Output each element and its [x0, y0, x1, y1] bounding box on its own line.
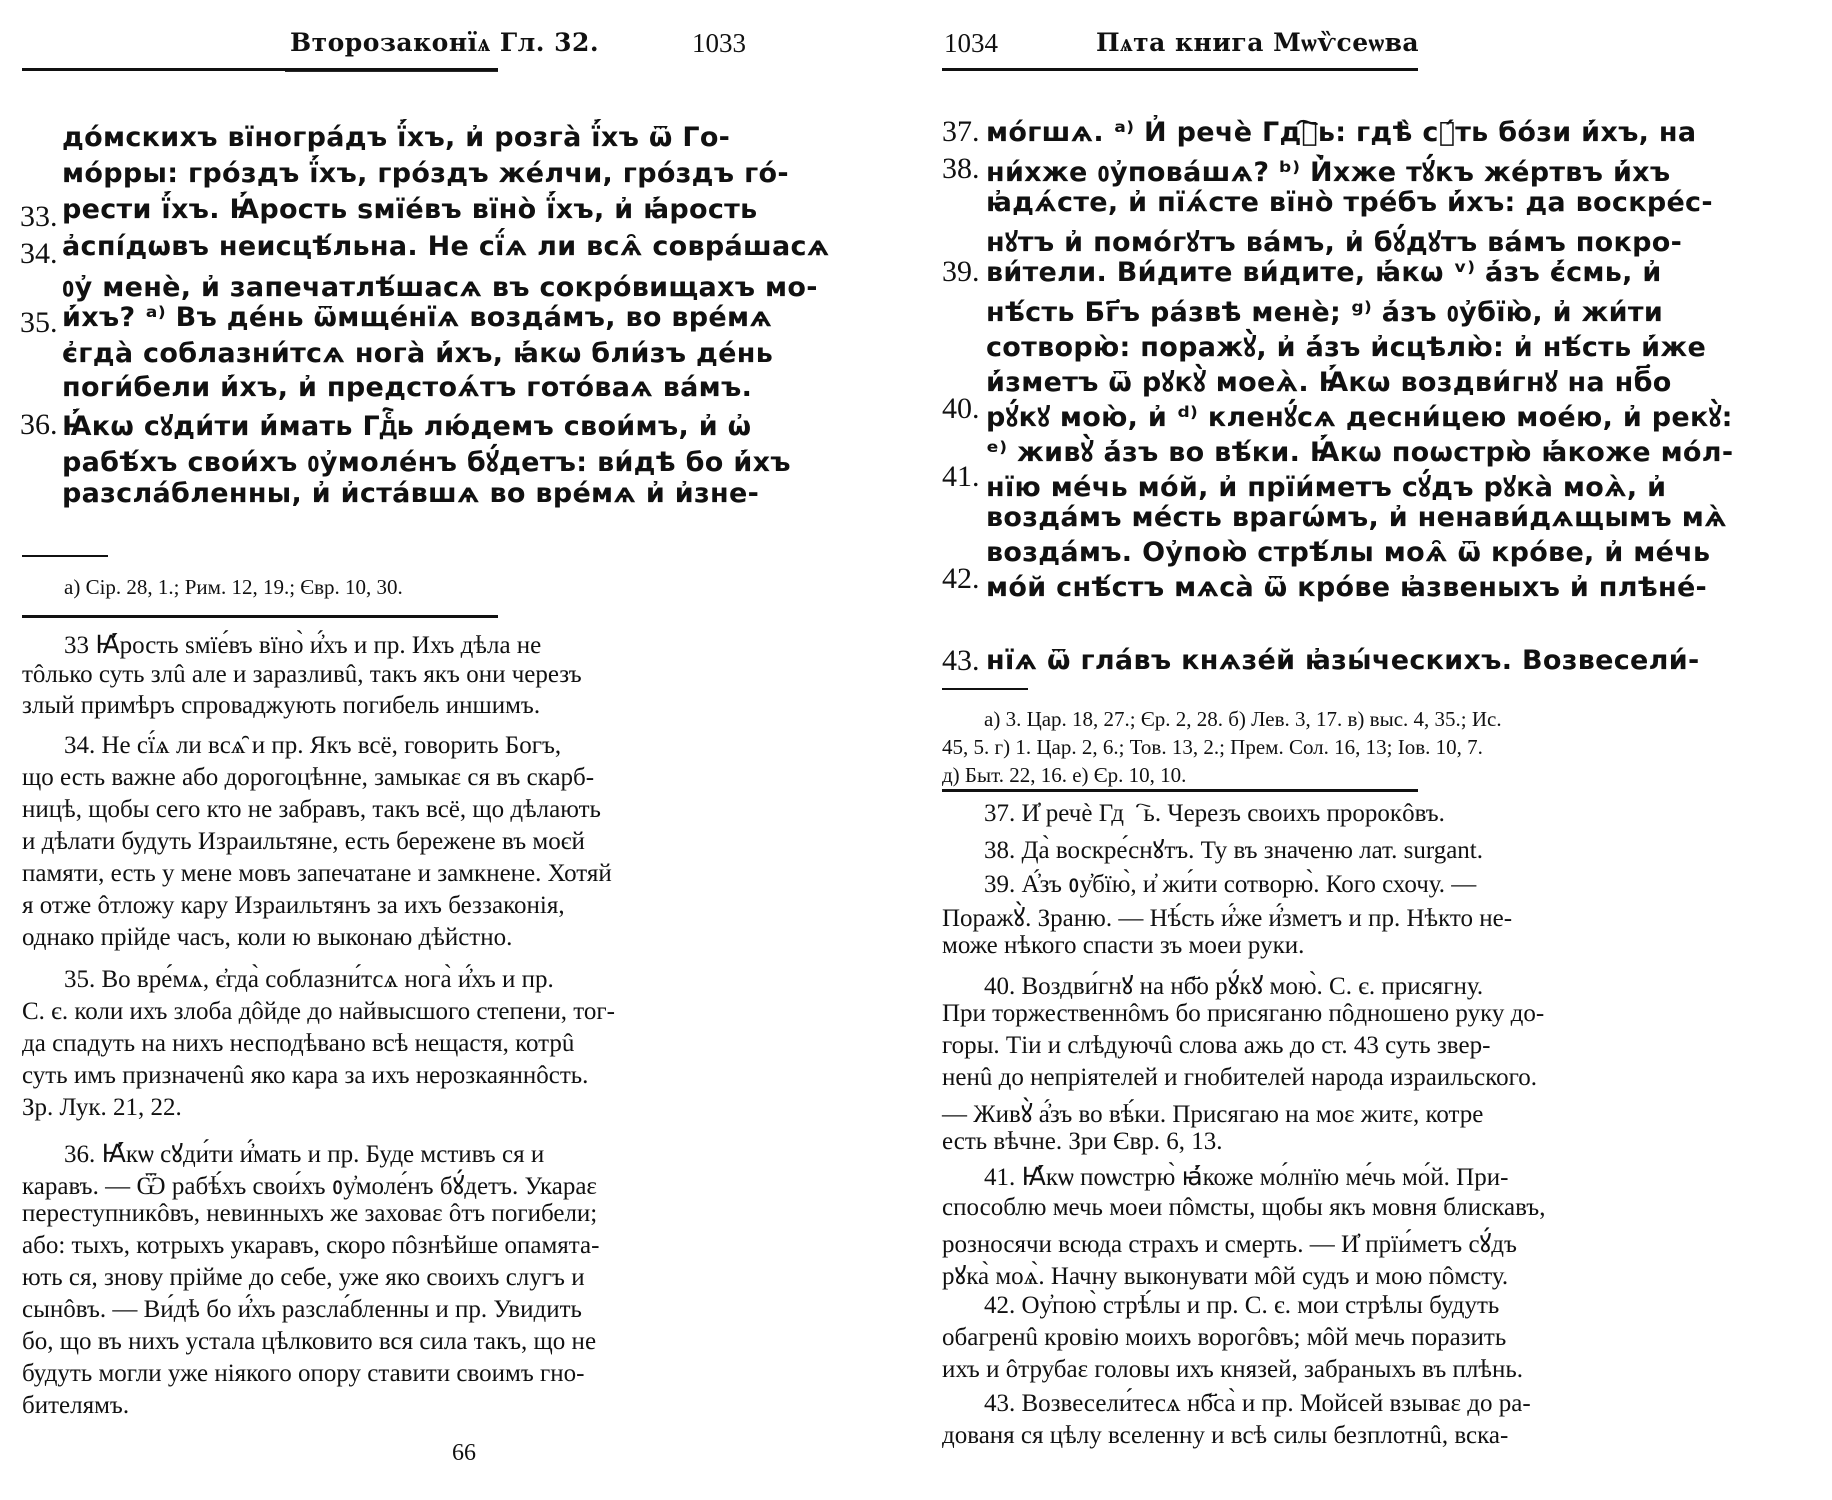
verse-number: 38.: [942, 152, 980, 185]
running-header-title: Пѧта книга Мѡѷсеѡва: [1096, 28, 1420, 57]
verse-line: рабѣ́хъ свои́хъ ᲂу҆моле́нъ бꙋ́детъ: ви́дѣ бо и҆́хъ: [62, 447, 791, 478]
commentary-line: або: тыхъ, котрыхъ укаравъ, скоро пôзнѣйше опамята-: [22, 1232, 600, 1259]
commentary-line: 35. Во вре́мѧ, є҆гда̀ соблазни́тсѧ нога̀ и҆́хъ и пр.: [64, 966, 554, 993]
verse-line: нїю ме́чь мо́й, и҆ прїи́метъ сꙋ́дъ рꙋка̀ моѧ̀, и҆: [986, 472, 1667, 503]
footnote: а) 3. Цар. 18, 27.; Єр. 2, 28. б) Лев. 3, 17. в) выс. 4, 35.; Ис.: [984, 707, 1502, 731]
verse-line: ᲂу҆ менѐ, и҆ запечатлѣ́шасѧ въ сокро́вищахъ мо-: [62, 272, 818, 303]
commentary-line: С. є. коли ихъ злоба дôйде до найвысшого степени, тог-: [22, 998, 615, 1025]
commentary-line: 42. Оу҆пою̀ стрѣ́лы и пр. С. є. мои стрѣлы будуть: [984, 1292, 1500, 1319]
verse-number: 34.: [20, 237, 58, 270]
commentary-line: и дѣлати будуть Израильтяне, есть бережене въ моєй: [22, 828, 585, 855]
verse-line: возда́мъ. Оу҆пою̀ стрѣ́лы моѧ̑ ѿ кро́ве, и҆ ме́чь: [986, 537, 1711, 568]
commentary-line: ють ся, знову прійме до себе, уже яко своихъ слугъ и: [22, 1264, 585, 1291]
header-rule-segment: [285, 69, 498, 72]
verse-line: ви́тели. Ви́дите ви́дите, ꙗ҆́кѡ ᵛ⁾ а҆́зъ є҆́смь, и҆: [986, 257, 1662, 288]
commentary-line: бо, що въ нихъ устала цѣлковито вся сила такъ, що не: [22, 1328, 597, 1355]
commentary-line: рꙋка̀ моѧ̀. Начну выконувати мôй судъ и мою пôмсту.: [942, 1263, 1509, 1290]
commentary-line: ненû до непріятелей и гнобителей народа израильского.: [942, 1064, 1537, 1091]
commentary-line: дованя ся цѣлу вселенну и всѣ силы безплотнû, вска-: [942, 1422, 1509, 1449]
commentary-line: може нѣкого спасти зъ моеи руки.: [942, 932, 1305, 959]
verse-number: 37.: [942, 115, 980, 148]
verse-line: возда́мъ ме́сть врагѡ́мъ, и҆ ненави́дѧщымъ мѧ̀: [986, 502, 1727, 533]
verse-line: до́мскихъ вїногра́дъ ї҆́хъ, и҆ розга̀ ї҆́хъ ѿ Го-: [62, 122, 731, 153]
commentary-line: розносячи всюда страхъ и смерть. — И҆ прїи́метъ сꙋ́дъ: [942, 1231, 1517, 1258]
verse-number: 36.: [20, 408, 58, 441]
page-number: 1033: [692, 28, 746, 58]
verse-number: 33.: [20, 200, 58, 233]
commentary-line: 33 Ꙗ҆́рость ѕмїе́въ вїно̀ и҆́хъ и пр. Ихъ дѣла не: [64, 632, 542, 659]
page-number: 1034: [944, 28, 998, 58]
verse-line: мо́й снѣ́стъ мѧса̀ ѿ кро́ве ꙗ҆звеныхъ и҆ плѣне́-: [986, 572, 1708, 603]
verse-line: ᵉ⁾ живꙋ̀ а҆́зъ во вѣ́ки. Ꙗ҆́кѡ поѡстрю̀ ꙗ҆́коже мо́л-: [986, 437, 1734, 468]
verse-line: є҆гда̀ соблазни́тсѧ нога̀ и҆́хъ, ꙗ҆́кѡ бли́зъ де́нь: [62, 338, 774, 369]
commentary-line: памяти, есть у мене мовъ запечатане и замкнене. Хотяй: [22, 860, 612, 887]
verse-line: рести ї҆́хъ. Ꙗ҆́рость ѕмїе́въ вїно̀ ї҆́хъ, и҆ ꙗ҆́рость: [62, 194, 758, 225]
verse-line: ни́хже ᲂу҆пова́шѧ? ᵇ⁾ И҆̀хже тꙋ́къ же́ртвъ и҆́хъ: [986, 157, 1671, 188]
verse-line: Ꙗ҆́кѡ сꙋди́ти и҆́мать Гдⷭ҇ь лю́демъ свои́мъ, и҆ ѡ҆: [62, 411, 752, 442]
commentary-line: 43. Возвесели́тесѧ нб҃са̀ и пр. Мойсей взываε до ра-: [984, 1390, 1531, 1417]
footnote: а) Сір. 28, 1.; Рим. 12, 19.; Євр. 10, 30.: [64, 575, 403, 599]
verse-number: 43.: [942, 644, 980, 677]
verse-number: 41.: [942, 460, 980, 493]
verse-line: ꙗ҆дѧ́сте, и҆ пїѧ́сте вїно̀ тре́бъ и҆́хъ: да воскре́с-: [986, 187, 1713, 218]
verse-number: 35.: [20, 306, 58, 339]
verse-line: разсла́бленны, и҆ и҆ста́вшѧ во вре́мѧ и҆ и҆зне-: [62, 478, 760, 509]
commentary-line: 41. Ꙗ҆́кѡ поѡстрю̀ ꙗ҆́коже мо́лнїю ме́чь мо́й. При-: [984, 1164, 1509, 1191]
commentary-line: я отже ôтложу кару Израильтянъ за ихъ беззаконія,: [22, 892, 565, 919]
verse-line: поги́бели и҆́хъ, и҆ предстоѧ́тъ гото́ваѧ ва́мъ.: [62, 372, 753, 403]
commentary-line: Поражꙋ̀. Зраню. — Нѣ́сть и҆́же и҆́зметъ и пр. Нѣкто не-: [942, 905, 1513, 932]
footnote: д) Быт. 22, 16. е) Єр. 10, 10.: [942, 763, 1187, 787]
commentary-line: будуть могли уже ніякого опору ставити своимъ гно-: [22, 1360, 585, 1387]
commentary-line: каравъ. — Ѿ рабѣ́хъ свои́хъ ᲂу҆моле́нъ бꙋ́детъ. Укараε: [22, 1173, 597, 1200]
commentary-line: есть вѣчне. Зри Євр. 6, 13.: [942, 1128, 1223, 1155]
commentary-line: переступникôвъ, невинныхъ же заховаε ôтъ погибели;: [22, 1200, 598, 1227]
commentary-line: 38. Да̀ воскре́снꙋтъ. Ту въ значеню лат. surgant.: [984, 837, 1483, 864]
commentary-line: способлю мечь моеи пôмсты, щобы якъ мовня блискавъ,: [942, 1194, 1546, 1221]
commentary-line: 40. Воздви́гнꙋ на нб҃о рꙋ́кꙋ мою̀. С. є. присягну.: [984, 973, 1484, 1000]
verse-number: 42.: [942, 562, 980, 595]
commentary-line: тôлько суть злû але и заразливû, такъ якъ они черезъ: [22, 661, 582, 688]
commentary-line: сынôвъ. — Ви́дѣ бо и҆́хъ разсла́бленны и пр. Увидить: [22, 1296, 582, 1323]
verse-line: мо́рры: гро́здъ ї҆́хъ, гро́здъ же́лчи, гро́здъ го́-: [62, 158, 789, 189]
commentary-line: 37. И҆ речѐ Гдⷭ҇ь. Черезъ своихъ пророкôвъ.: [984, 800, 1445, 827]
header-rule: [942, 68, 1418, 71]
verse-line: рꙋ́кꙋ мою̀, и҆ ᵈ⁾ кленꙋ́сѧ десни́цею мое́ю, и҆ рекꙋ̀:: [986, 402, 1733, 433]
verse-number: 40.: [942, 392, 980, 425]
footnote: 45, 5. г) 1. Цар. 2, 6.; Тов. 13, 2.; Прем. Сол. 16, 13; Іов. 10, 7.: [942, 735, 1483, 759]
commentary-line: При торжественнôмъ бо присяганю пôдношено руку до-: [942, 1000, 1545, 1027]
commentary-line: 39. А҆́зъ ᲂу҆бїю̀, и҆ жи́ти сотворю̀. Кого схочу. —: [984, 871, 1477, 898]
verse-line: и҆́хъ? ᵃ⁾ Въ де́нь ѿмще́нїѧ возда́мъ, во вре́мѧ: [62, 302, 773, 333]
commentary-line: бителямъ.: [22, 1392, 130, 1419]
commentary-line: да спадуть на нихъ несподѣвано всѣ нещастя, котрû: [22, 1030, 575, 1057]
commentary-line: — Живꙋ̀ а҆́зъ во вѣ́ки. Присягаю на моε житε, котре: [942, 1101, 1484, 1128]
commentary-line: суть имъ призначенû яко кара за ихъ нерозкаяннôсть.: [22, 1062, 589, 1089]
verse-line: нїѧ ѿ гла́въ кнѧзе́й ꙗ҆зы́ческихъ. Возвесели́-: [986, 645, 1700, 676]
footnote-separator: [942, 688, 1028, 690]
verse-line: нꙋтъ и҆ помо́гꙋтъ ва́мъ, и҆ бꙋ́дꙋтъ ва́мъ покро-: [986, 227, 1683, 258]
commentary-line: що есть важне або дорогоцѣнне, замыкаε ся въ скарб-: [22, 764, 595, 791]
commentary-line: горы. Тіи и слѣдуючû слова ажь до ст. 43 суть звер-: [942, 1032, 1491, 1059]
running-header-title: Второзаконїѧ Гл. 32.: [290, 28, 600, 57]
commentary-line: ихъ и ôтрубаε головы ихъ князей, забраныхъ въ плѣнь.: [942, 1356, 1523, 1383]
commentary-line: ницѣ, щобы сего кто не забравъ, такъ всё, що дѣлають: [22, 796, 601, 823]
verse-line: сотворю̀: поражꙋ̀, и҆ а҆́зъ и҆сцѣлю̀: и҆ нѣ́сть и҆́же: [986, 332, 1707, 363]
commentary-line: злый примѣръ спроваджують погибель иншимъ.: [22, 692, 541, 719]
right-page: [916, 0, 1832, 1500]
commentary-line: однако прійде часъ, коли ю выконаю дѣйстно.: [22, 924, 513, 951]
commentary-line: Зр. Лук. 21, 22.: [22, 1094, 182, 1121]
commentary-line: 36. Ꙗ҆́кѡ сꙋди́ти и҆́мать и пр. Буде мстивъ ся и: [64, 1141, 545, 1168]
footnote-separator: [22, 555, 108, 557]
commentary-line: 34. Не сї́ѧ ли всѧ̑ и пр. Якъ всё, говорить Богъ,: [64, 732, 562, 759]
verse-line: а҆спі́дѡвъ неисцѣ́льна. Не сї́ѧ ли всѧ̑ совра́шасѧ: [62, 231, 830, 262]
commentary-line: обагренû кровію моихъ ворогôвъ; мôй мечь поразить: [942, 1324, 1507, 1351]
section-rule: [942, 789, 1418, 792]
section-rule: [22, 615, 498, 618]
verse-line: нѣ́сть Бг҃ъ ра́звѣ менѐ; ᵍ⁾ а҆́зъ ᲂу҆бїю̀, и҆ жи́ти: [986, 297, 1664, 328]
verse-number: 39.: [942, 255, 980, 288]
signature-mark: 66: [452, 1440, 476, 1466]
verse-line: мо́гшѧ. ᵃ⁾ И҆ речѐ Гдⷭ҇ь: гдѣ̀ сꙋ́ть бо́зи и҆́хъ, на: [986, 117, 1697, 148]
verse-line: и҆́зметъ ѿ рꙋкꙋ̀ моеѧ̀. Ꙗ҆́кѡ воздви́гнꙋ на нб҃о: [986, 367, 1672, 398]
